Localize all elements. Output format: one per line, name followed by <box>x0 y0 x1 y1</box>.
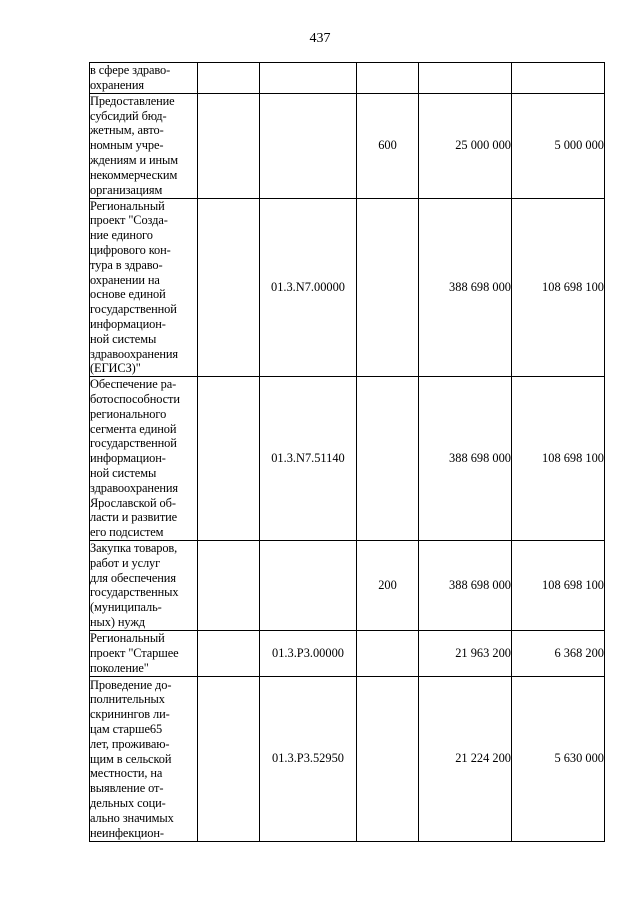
table-row <box>90 93 605 198</box>
budget-table <box>89 62 605 842</box>
amount-1-cell: 21 963 200 <box>419 630 512 676</box>
amount-1-cell: 388 698 000 <box>419 540 512 630</box>
expense-type-cell: 600 <box>357 93 419 198</box>
empty-cell <box>198 198 260 377</box>
empty-cell <box>198 63 260 94</box>
page-number: 437 <box>309 31 331 46</box>
row-name-cell: Обеспечение ра- ботоспособности регионального сегмента единой государственной информацион- ной системы здравоохранения Ярославской об- ласти и развитие его подсистем <box>90 377 198 541</box>
amount-1-cell <box>419 63 512 94</box>
code-cell: 01.3.P3.00000 <box>260 630 357 676</box>
code-cell: 01.3.P3.52950 <box>260 676 357 841</box>
amount-1-cell: 388 698 000 <box>419 377 512 541</box>
table-row <box>90 630 605 676</box>
empty-cell <box>198 540 260 630</box>
row-name-cell: в сфере здраво- охранения <box>90 63 198 94</box>
table-row <box>90 63 605 94</box>
amount-2-cell: 6 368 200 <box>512 630 605 676</box>
amount-1-cell: 25 000 000 <box>419 93 512 198</box>
code-cell: 01.3.N7.51140 <box>260 377 357 541</box>
row-name-cell: Проведение до- полнительных скринингов ли- цам старше65 лет, проживаю- щим в сельской местности, на выявление от- дельных соци- ально значимых неинфекцион- <box>90 676 198 841</box>
row-name-cell: Региональный проект "Старшее поколение" <box>90 630 198 676</box>
table-row <box>90 540 605 630</box>
amount-1-cell: 21 224 200 <box>419 676 512 841</box>
empty-cell <box>198 377 260 541</box>
code-cell <box>260 63 357 94</box>
amount-2-cell <box>512 63 605 94</box>
amount-2-cell: 108 698 100 <box>512 377 605 541</box>
expense-type-cell <box>357 198 419 377</box>
amount-2-cell: 5 630 000 <box>512 676 605 841</box>
amount-2-cell: 5 000 000 <box>512 93 605 198</box>
empty-cell <box>198 93 260 198</box>
code-cell <box>260 93 357 198</box>
amount-2-cell: 108 698 100 <box>512 198 605 377</box>
expense-type-cell <box>357 630 419 676</box>
row-name-cell: Предоставление субсидий бюд- жетным, авто- номным учре- ждениям и иным некоммерческим организациям <box>90 93 198 198</box>
empty-cell <box>198 630 260 676</box>
expense-type-cell: 200 <box>357 540 419 630</box>
row-name-cell: Закупка товаров, работ и услуг для обеспечения государственных (муниципаль- ных) нужд <box>90 540 198 630</box>
row-name-cell: Региональный проект "Созда- ние единого цифрового кон- тура в здраво- охранении на основе единой государственной информацион- ной системы здравоохранения (ЕГИСЗ)" <box>90 198 198 377</box>
expense-type-cell <box>357 377 419 541</box>
table-row <box>90 377 605 541</box>
table-row <box>90 198 605 377</box>
expense-type-cell <box>357 676 419 841</box>
expense-type-cell <box>357 63 419 94</box>
amount-1-cell: 388 698 000 <box>419 198 512 377</box>
code-cell: 01.3.N7.00000 <box>260 198 357 377</box>
table-row <box>90 676 605 841</box>
code-cell <box>260 540 357 630</box>
amount-2-cell: 108 698 100 <box>512 540 605 630</box>
empty-cell <box>198 676 260 841</box>
